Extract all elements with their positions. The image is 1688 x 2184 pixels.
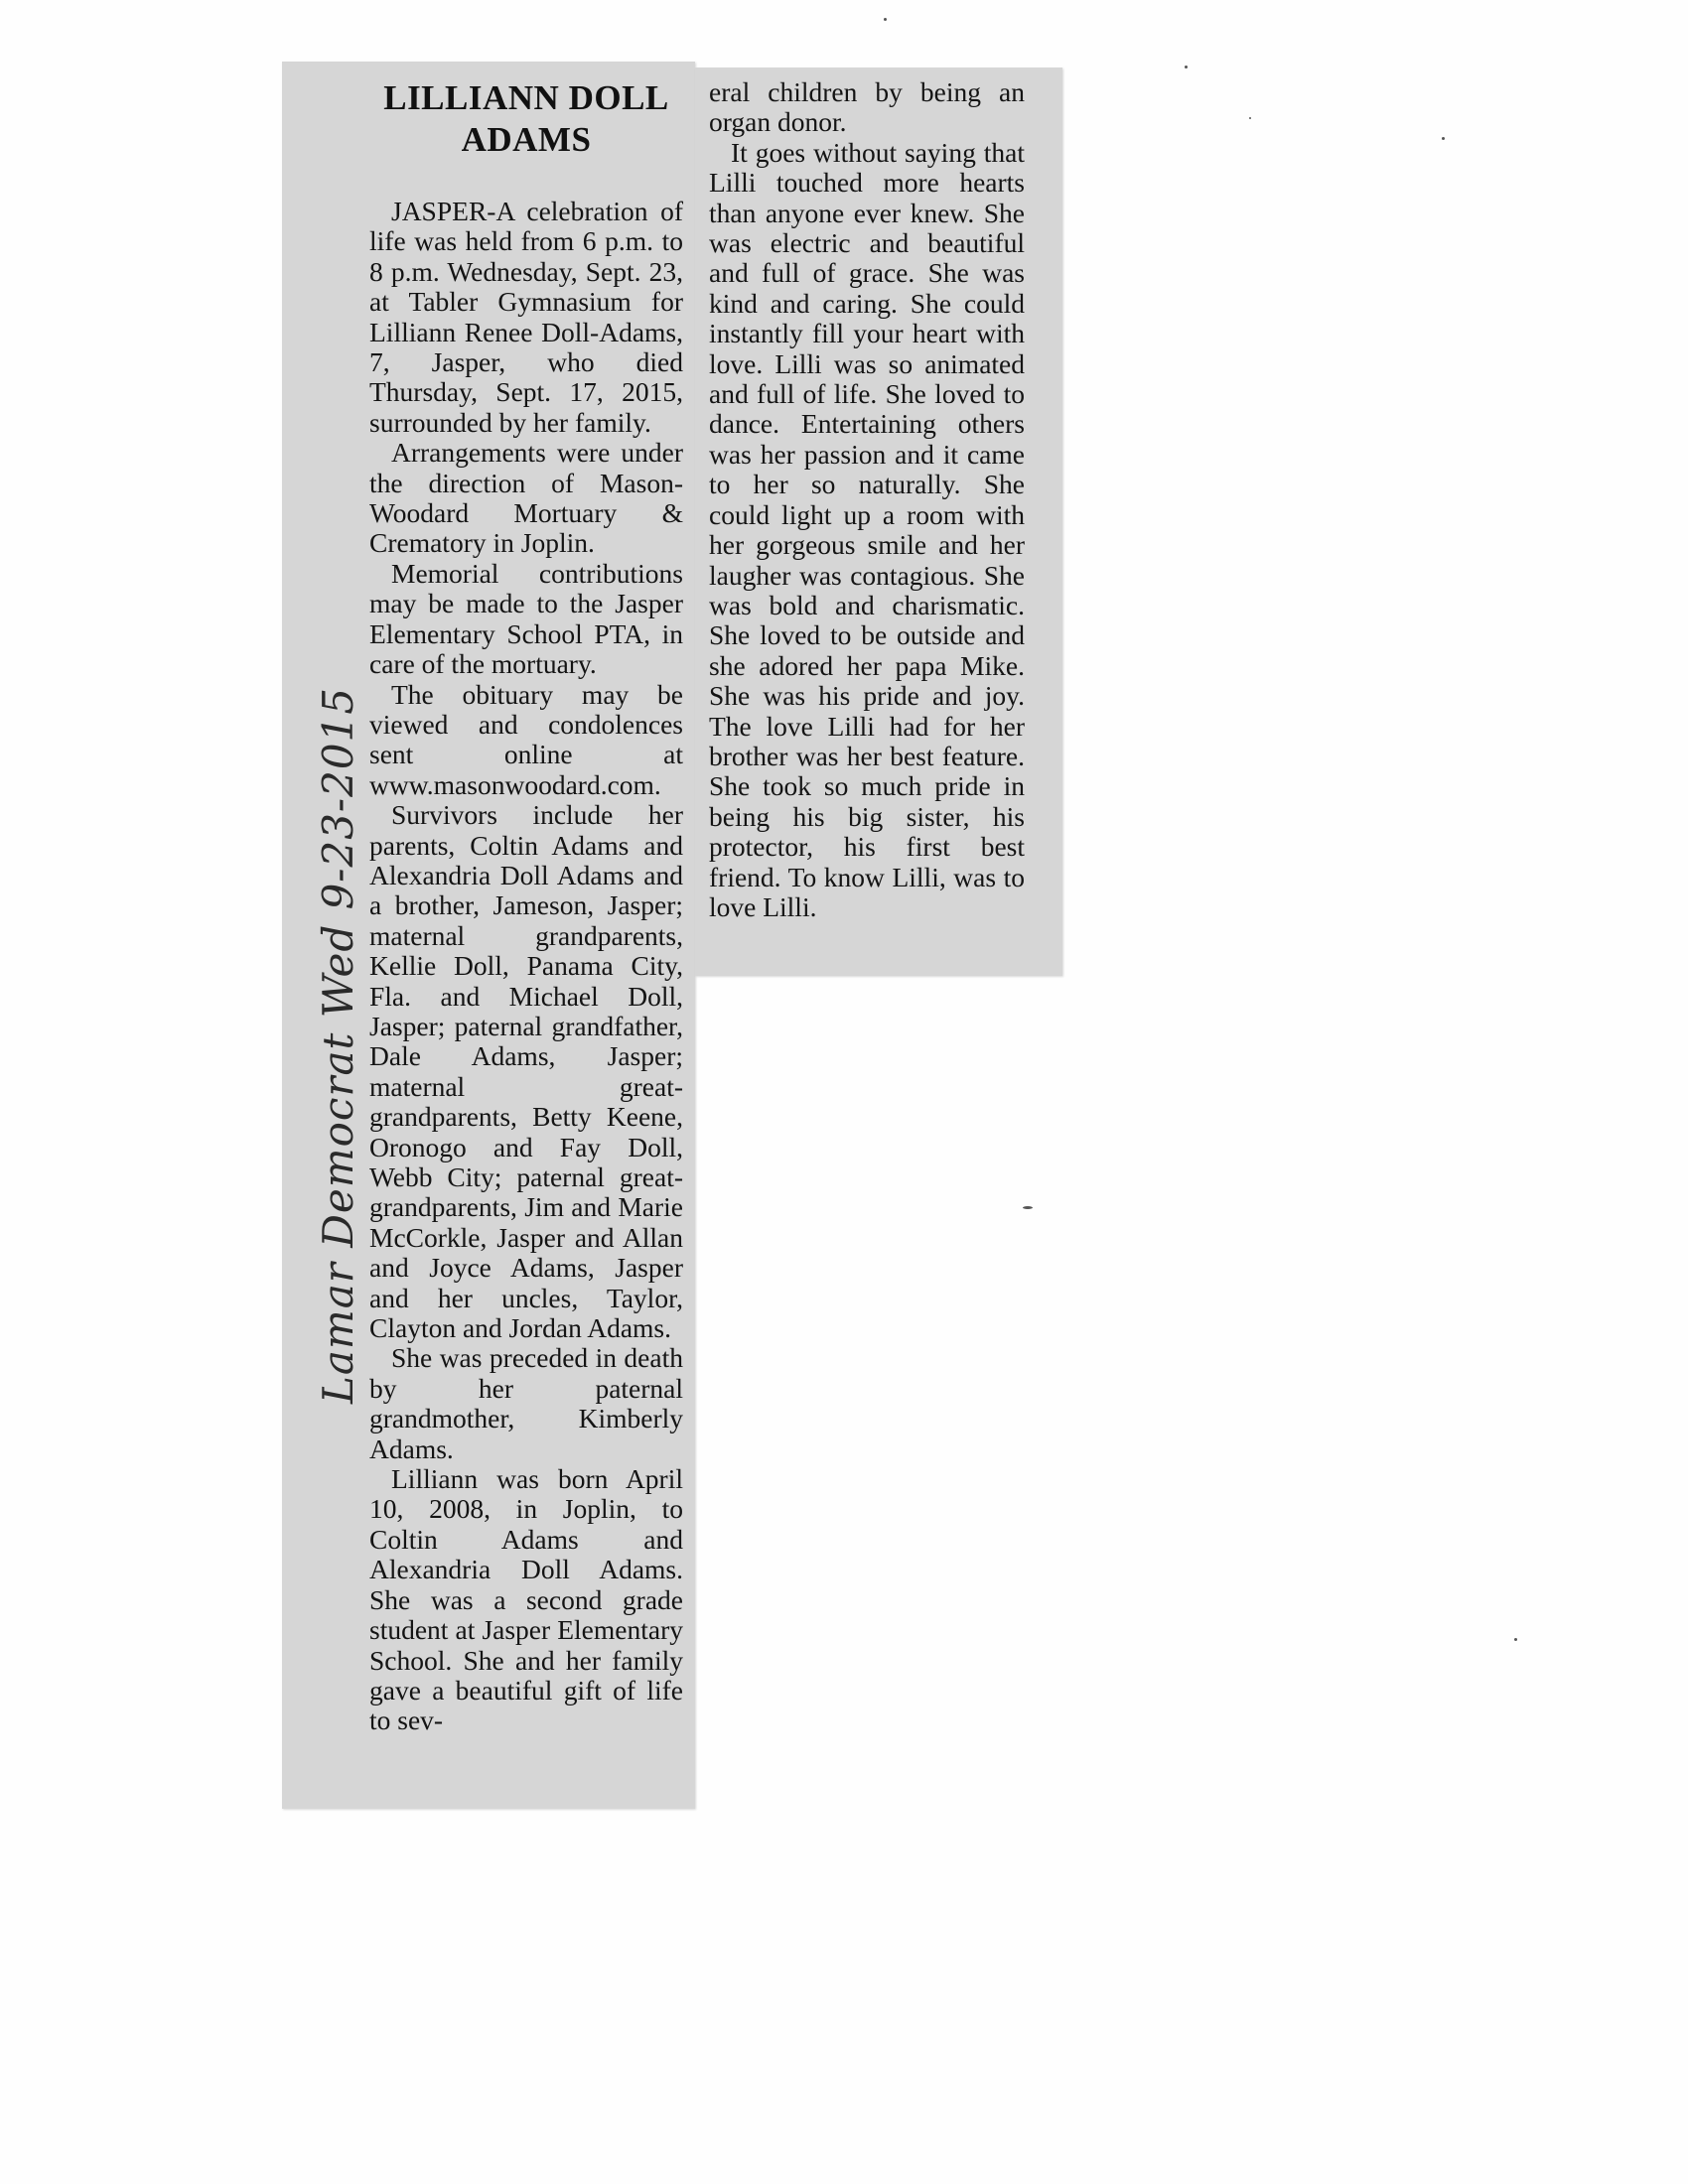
paragraph-birth: Lilliann was born April 10, 2008, in Joplin, to Coltin Adams and Alexandria Doll Adams. She was a second grade student at Jasper Elementary School. She and her family gave a beautiful gift of life to sev-: [369, 1463, 683, 1736]
scan-speck: [1442, 137, 1445, 140]
obituary-headline: LILLIANN DOLL ADAMS: [383, 78, 669, 159]
obituary-left-column: [369, 77, 683, 1736]
paragraph-memorials: Memorial contributions may be made to the Jasper Elementary School PTA, in care of the mortuary.: [369, 557, 683, 680]
paragraph-tribute: It goes without saying that Lilli touched more hearts than anyone ever knew. She was electric and beautiful and full of grace. She was kind and caring. She could instantly fill your heart with love. Lilli was so animated and full of life. She loved to dance. Entertaining others was her passion and it came to her so naturally. She could light up a room with her gorgeous smile and her laugher was contagious. She was bold and charismatic. She loved to be outside and she adored her papa Mike. She was his pride and joy. The love Lilli had for her brother was her best feature. She took so much pride in being his big sister, his protector, his first best friend. To know Lilli, was to love Lilli.: [709, 136, 1025, 922]
scan-speck: [1249, 117, 1251, 119]
handwritten-source-note: Lamar Democrat Wed 9-23-2015: [314, 686, 362, 1404]
scan-speck: [1185, 66, 1188, 68]
paragraph-service: JASPER-A celebration of life was held from 6 p.m. to 8 p.m. Wednesday, Sept. 23, at Tabler Gymnasium for Lilliann Renee Doll-Adams, 7, Jasper, who died Thursday, Sept. 17, 2015, surrounded by her family.: [369, 196, 683, 438]
paragraph-online: The obituary may be viewed and condolences sent online at www.masonwoodard.com.: [369, 678, 683, 800]
obituary-right-column: [709, 77, 1025, 922]
paragraph-survivors: Survivors include her parents, Coltin Adams and Alexandria Doll Adams and a brother, Jameson, Jasper; maternal grandparents, Kellie Doll, Panama City, Fla. and Michael Doll, Jasper; paternal grandfather, Dale Adams, Jasper; maternal great-grandparents, Betty Keene, Oronogo and Fay Doll, Webb City; paternal great-grandparents, Jim and Marie McCorkle, Jasper and Allan and Joyce Adams, Jasper and her uncles, Taylor, Clayton and Jordan Adams.: [369, 799, 683, 1344]
paragraph-preceded: She was preceded in death by her paternal grandmother, Kimberly Adams.: [369, 1342, 683, 1464]
scan-speck: [1514, 1638, 1517, 1641]
scan-speck: [884, 18, 887, 21]
paragraph-arrangements: Arrangements were under the direction of Mason-Woodard Mortuary & Crematory in Joplin.: [369, 437, 683, 559]
scan-speck: [1023, 1206, 1033, 1209]
paragraph-continuation: eral children by being an organ donor.: [709, 76, 1025, 138]
